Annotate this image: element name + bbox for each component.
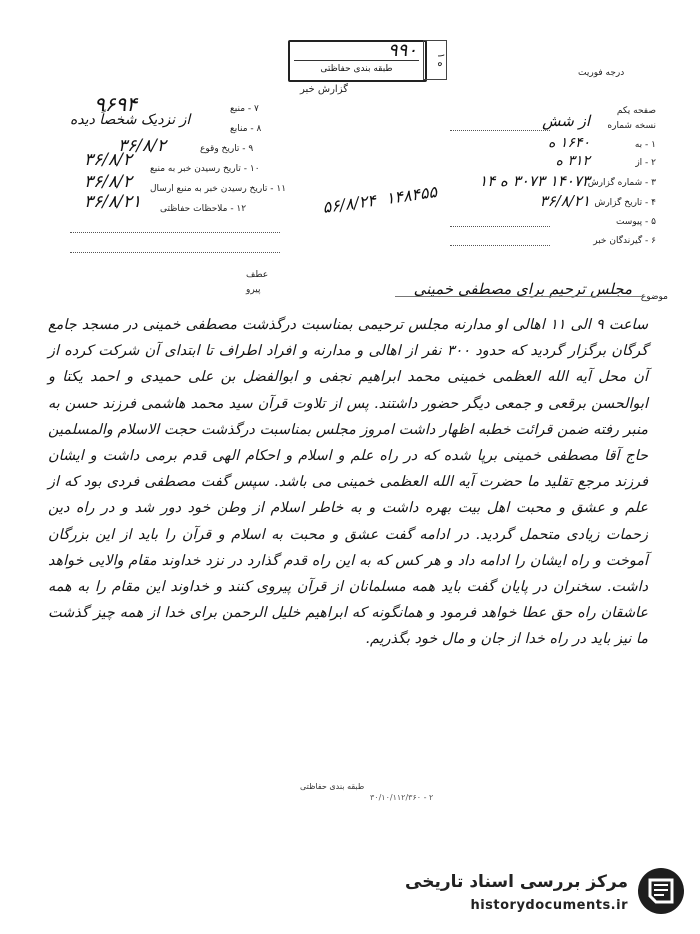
report-title: گزارش خبر — [300, 84, 348, 95]
priority-label: درجه فوریت — [578, 68, 625, 78]
field-label-event-date: ۹ - تاریخ وقوع — [200, 144, 254, 154]
field-label-page: صفحه یکم — [616, 106, 656, 116]
watermark-title: مرکز بررسی اسناد تاریخی — [405, 872, 628, 892]
subject-value: مجلس ترحیم برای مصطفی خمینی — [413, 280, 632, 298]
reference-label: عطف — [246, 270, 269, 280]
field-value-report-number: ۱۴۰۷۳ ۳۰۷۳ ه ۱۴ — [479, 172, 590, 190]
archive-logo-icon — [636, 866, 686, 916]
field-value-report-date: ۳۶/۸/۲۱ — [539, 192, 590, 210]
stamp-label: طبقه بندی حفاظتی — [294, 60, 419, 77]
subject-label: موضوع — [640, 292, 668, 302]
subject-underline — [395, 296, 645, 297]
field-value-copy: از شش — [542, 112, 590, 130]
followup-label: پیرو — [246, 285, 261, 295]
field-value-to: ۱۶۴۰ ه — [548, 135, 590, 151]
field-value-from: ۳۱۲ ه — [555, 153, 590, 169]
watermark-url[interactable]: historydocuments.ir — [470, 898, 628, 913]
dotted-line — [450, 130, 550, 131]
field-value-received-date: ۳۶/۸/۲ — [84, 150, 132, 170]
field-value-sent-date: ۳۶/۸/۲ — [84, 172, 132, 192]
field-label-attachment: ۵ - پیوست — [615, 217, 656, 227]
field-label-sent-date: ۱۱ - تاریخ رسیدن خبر به منبع ارسال — [150, 184, 287, 194]
field-label-to: ۱ - به — [634, 140, 656, 150]
side-stamp: ۱ ه — [423, 40, 447, 80]
field-label-source: ۷ - منبع — [230, 104, 259, 114]
report-body: ساعت ۹ الی ۱۱ اهالی او مدارنه مجلس ترحیمی بمناسبت درگذشت مصطفی خمینی در مسجد جامع گرگان برگزار گردید که حدود ۳۰۰ نفر از اهالی و مدارنه و افراد اطراف تا ابتدای آن شرکت کرده از آن محل آیه الله العظمی خمینی محمد ابراهیم نجفی و ابوالفضل بن علی حمیدی و احمد یکتا و ابوالحسن برقعی و جمعی دیگر حضور داشتند. پس از تلاوت قرآن سید محمد هاشمی فرزند حسن به منبر رفته ضمن قرائت خطبه اظهار داشت امروز مجلس بمناسبت درگذشت حجت الاسلام والمسلمین حاج آقا مصطفی خمینی برپا شده که در راه علم و اسلام و احکام الهی قدم برمی داشت و ایشان فرزند مرجع تقلید ما حضرت آیه الله العظمی خمینی می باشد. سپس گفت مصطفی فردی بود که از علم و عشق و محبت اهل بیت بهره داشت و به خاطر اسلام از وطن خود دور شد و در راه دین زحمات زیادی متحمل گردید. در ادامه گفت عشق و محبت به اسلام و قرآن را باید از این بزرگان آموخت و راه ایشان را ادامه داد و هر کس که به این راه قدم گذارد در نزد خداوند مقام والایی خواهد داشت. سخنران در پایان گفت باید همه مسلمانان از قرآن پیروی کنند و خداوند این مقام را به همه عاشقان راه حق عطا خواهد فرمود و همانگونه که ابراهیم خلیل الرحمن برای خدا از همه چیز گذشت ما نیز باید در راه خدا از جان و مال خود بگذریم. — [48, 317, 648, 648]
field-label-report-date: ۴ - تاریخ گزارش — [594, 198, 656, 208]
field-label-from: ۲ - از — [635, 158, 656, 168]
field-value-source: ۹۶۹۴ — [94, 92, 137, 116]
field-value-security-notes: ۳۶/۸/۲۱ — [84, 192, 142, 212]
field-label-report-number: ۳ - شماره گزارش — [587, 178, 656, 188]
dotted-line — [450, 226, 550, 227]
field-label-received-date: ۱۰ - تاریخ رسیدن خبر به منبع — [150, 164, 260, 174]
stamp-number: ۹۹۰ — [387, 40, 417, 61]
middle-annotation: ۱۴۸۴۵۵ ۵۶/۸/۲۴ — [321, 182, 439, 217]
footer-number: ۳۰/۱۰/۱۱۲/۳۶۰ - ۲ — [370, 793, 434, 802]
dotted-line — [450, 245, 550, 246]
field-label-security-notes: ۱۲ - ملاحظات حفاظتی — [160, 204, 247, 214]
field-value-event-date: ۳۶/۸/۲ — [118, 136, 166, 156]
field-label-recipients: ۶ - گیرندگان خبر — [593, 236, 656, 246]
classification-stamp — [288, 40, 427, 82]
field-label-sources: ۸ - منابع — [230, 124, 262, 134]
field-label-copy: نسخه شماره — [607, 121, 656, 131]
dotted-line — [70, 232, 280, 233]
field-value-sources: از نزدیک شخصاً دیده — [70, 112, 191, 128]
dotted-line — [70, 252, 280, 253]
footer-classification: طبقه بندی حفاظتی — [300, 782, 365, 791]
